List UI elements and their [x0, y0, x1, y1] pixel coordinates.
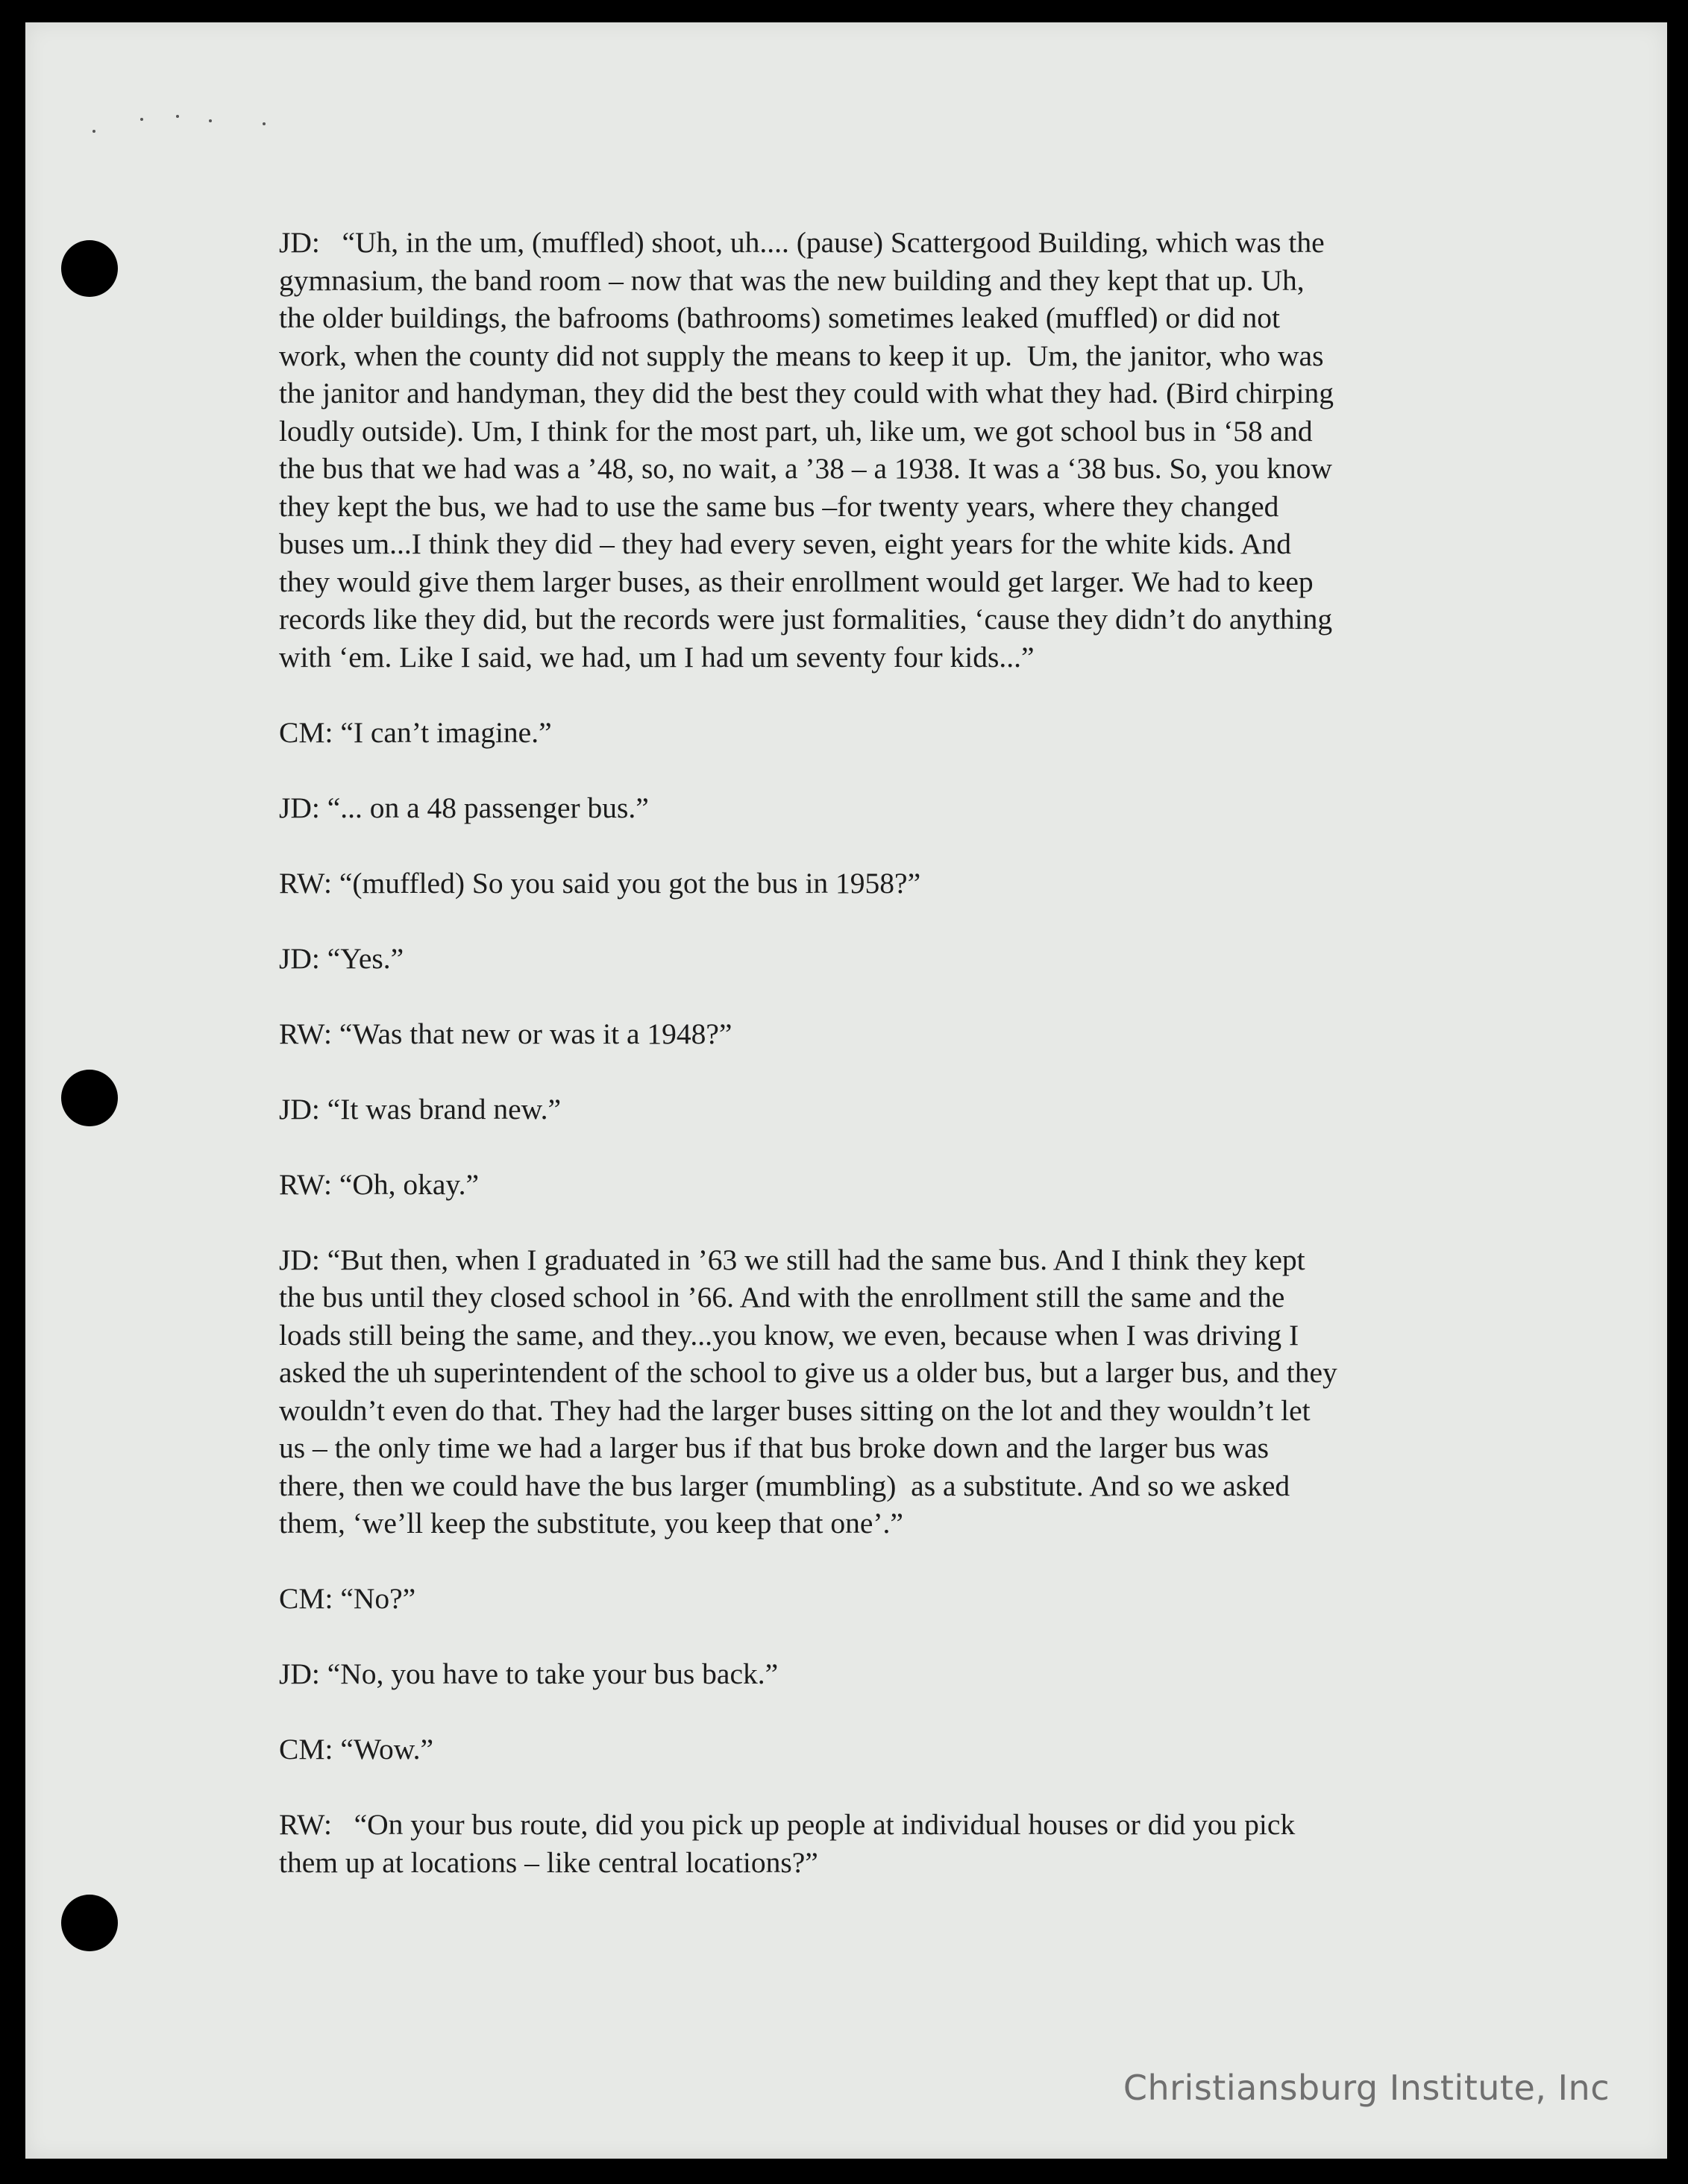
- transcript-line: CM: “I can’t imagine.”: [279, 715, 552, 749]
- punch-hole-top: [61, 240, 118, 297]
- transcript-paragraph: [279, 1015, 1458, 1053]
- transcript-paragraph: [279, 1580, 1458, 1618]
- transcript-line: the older buildings, the bafrooms (bathrooms) sometimes leaked (muffled) or did not: [279, 301, 1280, 334]
- transcript-line: there, then we could have the bus larger (mumbling) as a substitute. And so we asked: [279, 1469, 1290, 1502]
- transcript-paragraph: [279, 714, 1458, 752]
- transcript-line: the janitor and handyman, they did the best they could with what they had. (Bird chirping: [279, 377, 1334, 410]
- transcript-line: buses um...I think they did – they had every seven, eight years for the white kids. And: [279, 527, 1291, 560]
- transcript-line: JD: “It was brand new.”: [279, 1092, 562, 1126]
- transcript-line: them, ‘we’ll keep the substitute, you keep that one’.”: [279, 1507, 903, 1540]
- transcript-line: they kept the bus, we had to use the same bus –for twenty years, where they changed: [279, 489, 1279, 523]
- transcript-text: [279, 224, 1458, 1919]
- transcript-line: RW: “(muffled) So you said you got the bus in 1958?”: [279, 866, 921, 900]
- transcript-paragraph: [279, 865, 1458, 903]
- transcript-line: records like they did, but the records were just formalities, ‘cause they didn’t do anything: [279, 603, 1333, 636]
- transcript-line: them up at locations – like central locations?”: [279, 1845, 818, 1879]
- punch-hole-bottom: [61, 1895, 118, 1951]
- transcript-line: JD: “Uh, in the um, (muffled) shoot, uh.... (pause) Scattergood Building, which was the: [279, 226, 1325, 259]
- transcript-line: with ‘em. Like I said, we had, um I had um seventy four kids...”: [279, 640, 1035, 674]
- speck: [176, 115, 179, 118]
- transcript-paragraph: [279, 940, 1458, 978]
- transcript-paragraph: [279, 224, 1458, 676]
- transcript-line: RW: “On your bus route, did you pick up people at individual houses or did you pick: [279, 1808, 1296, 1841]
- speck: [140, 118, 143, 121]
- transcript-line: the bus that we had was a ’48, so, no wait, a ’38 – a 1938. It was a ‘38 bus. So, you know: [279, 452, 1332, 485]
- transcript-line: CM: “Wow.”: [279, 1733, 434, 1766]
- watermark: Christiansburg Institute, Inc: [1123, 2068, 1610, 2108]
- transcript-line: loudly outside). Um, I think for the most part, uh, like um, we got school bus in ‘58 and: [279, 414, 1313, 448]
- transcript-paragraph: [279, 1166, 1458, 1204]
- transcript-line: JD: “Yes.”: [279, 941, 404, 975]
- transcript-line: loads still being the same, and they...you know, we even, because when I was driving I: [279, 1318, 1299, 1352]
- transcript-line: asked the uh superintendent of the school to give us a older bus, but a larger bus, and they: [279, 1356, 1337, 1389]
- transcript-paragraph: [279, 1091, 1458, 1129]
- transcript-line: JD: “No, you have to take your bus back.”: [279, 1657, 779, 1690]
- transcript-paragraph: [279, 1655, 1458, 1693]
- transcript-line: RW: “Oh, okay.”: [279, 1167, 480, 1201]
- transcript-line: wouldn’t even do that. They had the larger buses sitting on the lot and they wouldn’t let: [279, 1393, 1311, 1427]
- transcript-line: they would give them larger buses, as their enrollment would get larger. We had to keep: [279, 565, 1314, 598]
- transcript-paragraph: [279, 1241, 1458, 1543]
- transcript-paragraph: [279, 1806, 1458, 1881]
- transcript-line: the bus until they closed school in ’66. And with the enrollment still the same and the: [279, 1281, 1285, 1314]
- transcript-line: CM: “No?”: [279, 1582, 416, 1615]
- transcript-line: RW: “Was that new or was it a 1948?”: [279, 1017, 732, 1050]
- punch-hole-middle: [61, 1070, 118, 1126]
- transcript-line: JD: “... on a 48 passenger bus.”: [279, 791, 649, 824]
- transcript-line: JD: “But then, when I graduated in ’63 we still had the same bus. And I think they kept: [279, 1243, 1305, 1276]
- document-page: [25, 22, 1667, 2159]
- transcript-line: us – the only time we had a larger bus if that bus broke down and the larger bus was: [279, 1431, 1269, 1464]
- transcript-line: gymnasium, the band room – now that was the new building and they kept that up. Uh,: [279, 263, 1305, 297]
- transcript-paragraph: [279, 1730, 1458, 1769]
- paper-specks: [92, 88, 286, 133]
- transcript-paragraph: [279, 789, 1458, 827]
- transcript-line: work, when the county did not supply the means to keep it up. Um, the janitor, who was: [279, 339, 1324, 372]
- speck: [263, 122, 266, 125]
- speck: [92, 130, 95, 133]
- speck: [209, 119, 212, 122]
